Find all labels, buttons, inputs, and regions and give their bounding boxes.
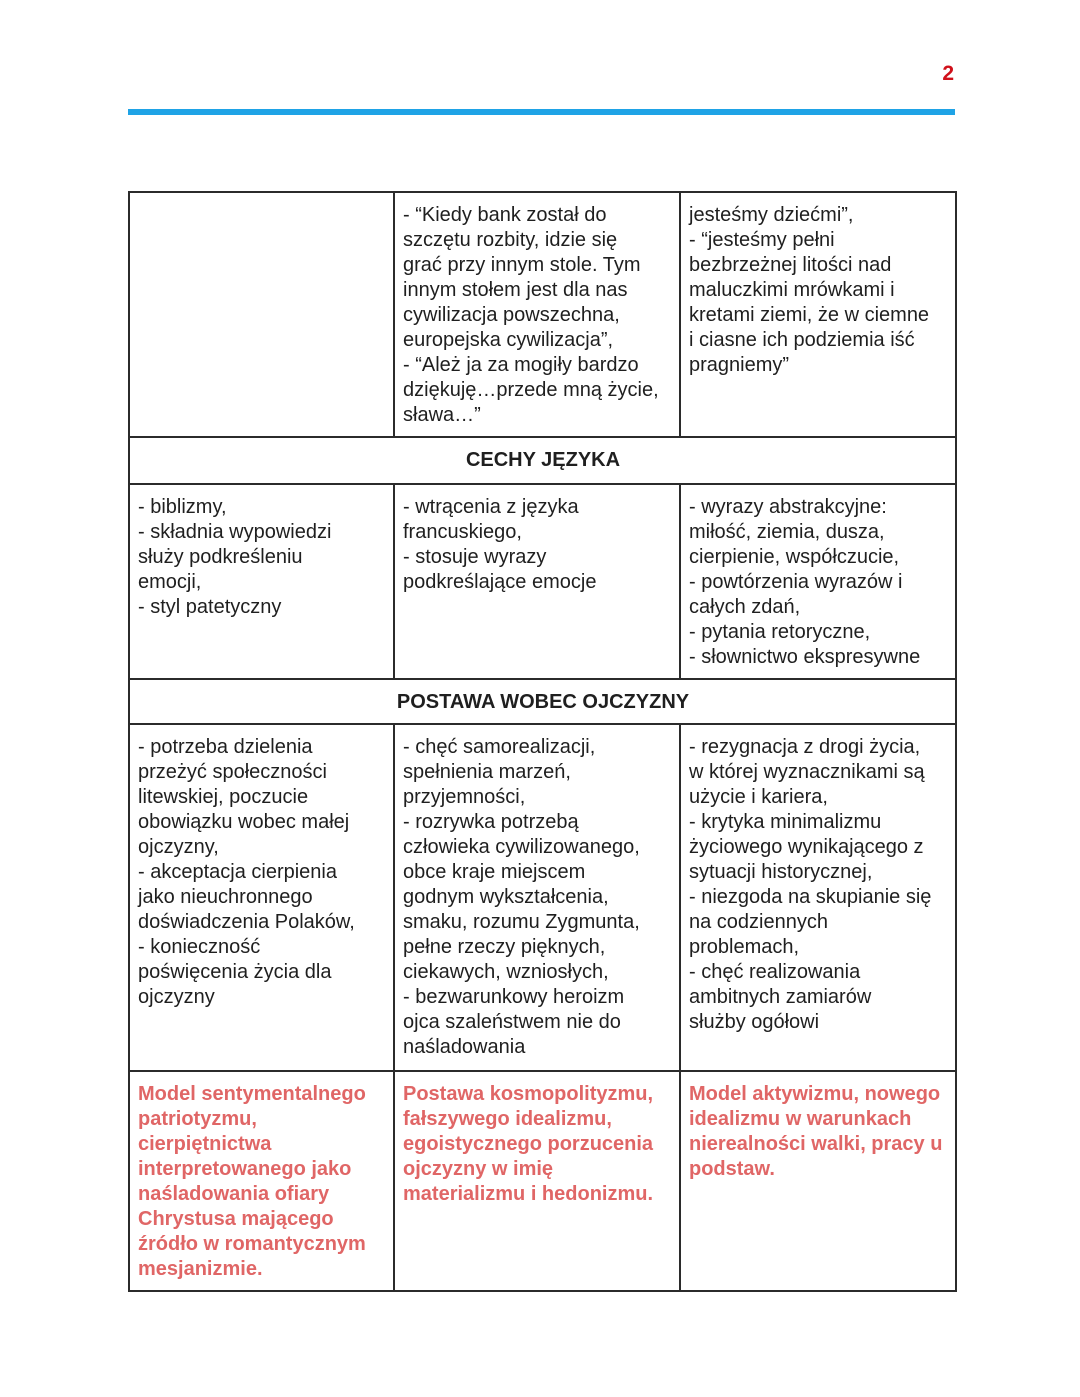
- cell-text-line: sytuacji historycznej,: [689, 861, 873, 883]
- cell-text-line: cywilizacja powszechna,: [403, 304, 620, 326]
- cell-text-line: - pytania retoryczne,: [689, 621, 871, 643]
- cell-text-line: szczętu rozbity, idzie się: [403, 229, 618, 251]
- cell-text-line: - styl patetyczny: [138, 596, 282, 618]
- cell-text-line: - powtórzenia wyrazów i: [689, 571, 903, 593]
- table-row-homeland: [129, 724, 956, 1071]
- section-header-homeland: POSTAWA WOBEC OJCZYZNY: [129, 679, 956, 724]
- cell-intro-col3: [680, 192, 956, 437]
- cell-text-line: i ciasne ich podziemia iść: [689, 329, 915, 351]
- section-header-row: [129, 437, 956, 484]
- cell-homeland-col1: [129, 724, 394, 1071]
- cell-intro-col2: [394, 192, 680, 437]
- cell-text-line: ambitnych zamiarów: [689, 986, 872, 1008]
- cell-text-line: emocji,: [138, 571, 202, 593]
- cell-text-line: egoistycznego porzucenia: [403, 1133, 654, 1155]
- cell-text-line: mesjanizmie.: [138, 1258, 263, 1280]
- section-header-row: [129, 679, 956, 724]
- cell-text-line: służy podkreśleniu: [138, 546, 303, 568]
- cell-text-line: - bezwarunkowy heroizm: [403, 986, 625, 1008]
- cell-text-line: kretami ziemi, że w ciemne: [689, 304, 930, 326]
- cell-text-line: - rezygnacja z drogi życia,: [689, 736, 921, 758]
- cell-text-line: ojczyzny w imię: [403, 1158, 554, 1180]
- cell-text-line: bezbrzeżnej litości nad: [689, 254, 892, 276]
- cell-text-line: interpretowanego jako: [138, 1158, 352, 1180]
- cell-text-line: cierpienie, współczucie,: [689, 546, 900, 568]
- cell-homeland-col3: [680, 724, 956, 1071]
- table-row-language: [129, 484, 956, 679]
- cell-conclusion-col2: [394, 1071, 680, 1291]
- cell-text-line: - składnia wypowiedzi: [138, 521, 332, 543]
- cell-text-line: Model sentymentalnego: [138, 1083, 366, 1105]
- page-number: 2: [942, 62, 954, 85]
- cell-text-line: pełne rzeczy pięknych,: [403, 936, 606, 958]
- cell-text-line: miłość, ziemia, dusza,: [689, 521, 885, 543]
- cell-text-line: podstaw.: [689, 1158, 775, 1180]
- cell-text-line: obowiązku wobec małej: [138, 811, 350, 833]
- cell-text-line: cierpiętnictwa: [138, 1133, 272, 1155]
- cell-text-line: całych zdań,: [689, 596, 801, 618]
- cell-text-line: francuskiego,: [403, 521, 522, 543]
- cell-text-line: - “jesteśmy pełni: [689, 229, 835, 251]
- cell-text-line: - “Ależ ja za mogiły bardzo: [403, 354, 639, 376]
- cell-text-line: źródło w romantycznym: [138, 1233, 366, 1255]
- cell-text-line: ojca szaleństwem nie do: [403, 1011, 621, 1033]
- cell-text-line: nierealności walki, pracy u: [689, 1133, 943, 1155]
- cell-text-line: - “Kiedy bank został do: [403, 204, 607, 226]
- cell-text-line: - biblizmy,: [138, 496, 227, 518]
- cell-text-line: użycie i kariera,: [689, 786, 828, 808]
- cell-text-line: sława…”: [403, 404, 481, 426]
- table-row-conclusion: [129, 1071, 956, 1291]
- section-header-language: CECHY JĘZYKA: [129, 437, 956, 484]
- cell-text-line: europejska cywilizacja”,: [403, 329, 614, 351]
- cell-language-col3: [680, 484, 956, 679]
- cell-text-line: - chęć samorealizacji,: [403, 736, 596, 758]
- cell-text-line: poświęcenia życia dla: [138, 961, 332, 983]
- header-bar: [128, 109, 955, 115]
- cell-text-line: w której wyznacznikami są: [689, 761, 925, 783]
- cell-text-line: - krytyka minimalizmu: [689, 811, 882, 833]
- cell-text-line: przyjemności,: [403, 786, 526, 808]
- cell-text-line: - potrzeba dzielenia: [138, 736, 313, 758]
- comparison-table: [128, 191, 957, 1292]
- cell-homeland-col2: [394, 724, 680, 1071]
- cell-text-line: podkreślające emocje: [403, 571, 597, 593]
- cell-text-line: - słownictwo ekspresywne: [689, 646, 921, 668]
- cell-text-line: - wyrazy abstrakcyjne:: [689, 496, 887, 518]
- cell-intro-col1: [129, 192, 394, 437]
- cell-text-line: obce kraje miejscem: [403, 861, 586, 883]
- table-row-intro: [129, 192, 956, 437]
- cell-language-col2: [394, 484, 680, 679]
- cell-text-line: życiowego wynikającego z: [689, 836, 924, 858]
- cell-text-line: smaku, rozumu Zygmunta,: [403, 911, 640, 933]
- cell-text-line: fałszywego idealizmu,: [403, 1108, 612, 1130]
- cell-text-line: Chrystusa mającego: [138, 1208, 334, 1230]
- cell-text-line: - rozrywka potrzebą: [403, 811, 579, 833]
- cell-conclusion-col3: [680, 1071, 956, 1291]
- cell-text-line: pragniemy”: [689, 354, 790, 376]
- cell-text-line: problemach,: [689, 936, 800, 958]
- cell-text-line: spełnienia marzeń,: [403, 761, 571, 783]
- cell-language-col1: [129, 484, 394, 679]
- cell-text-line: służby ogółowi: [689, 1011, 820, 1033]
- cell-text-line: Postawa kosmopolityzmu,: [403, 1083, 654, 1105]
- cell-text-line: przeżyć społeczności: [138, 761, 327, 783]
- cell-text-line: jako nieuchronnego: [138, 886, 313, 908]
- cell-text-line: naśladowania ofiary: [138, 1183, 330, 1205]
- cell-text-line: grać przy innym stole. Tym: [403, 254, 641, 276]
- cell-text-line: litewskiej, poczucie: [138, 786, 309, 808]
- cell-text-line: - wtrącenia z języka: [403, 496, 579, 518]
- cell-text-line: - konieczność: [138, 936, 261, 958]
- cell-text-line: godnym wykształcenia,: [403, 886, 609, 908]
- cell-text-line: - chęć realizowania: [689, 961, 861, 983]
- cell-text-line: naśladowania: [403, 1036, 526, 1058]
- cell-text-line: innym stołem jest dla nas: [403, 279, 628, 301]
- cell-text-line: ojczyzny: [138, 986, 215, 1008]
- cell-text-line: człowieka cywilizowanego,: [403, 836, 640, 858]
- cell-text-line: - akceptacja cierpienia: [138, 861, 337, 883]
- cell-text-line: doświadczenia Polaków,: [138, 911, 355, 933]
- cell-text-line: dziękuję…przede mną życie,: [403, 379, 659, 401]
- cell-text-line: maluczkimi mrówkami i: [689, 279, 895, 301]
- cell-text-line: ciekawych, wzniosłych,: [403, 961, 609, 983]
- cell-text-line: - niezgoda na skupianie się: [689, 886, 932, 908]
- cell-text-line: idealizmu w warunkach: [689, 1108, 912, 1130]
- cell-text-line: na codziennych: [689, 911, 828, 933]
- cell-conclusion-col1: [129, 1071, 394, 1291]
- cell-text-line: materializmu i hedonizmu.: [403, 1183, 654, 1205]
- cell-text-line: Model aktywizmu, nowego: [689, 1083, 941, 1105]
- cell-text-line: ojczyzny,: [138, 836, 219, 858]
- cell-text-line: jesteśmy dziećmi”,: [689, 204, 854, 226]
- cell-text-line: - stosuje wyrazy: [403, 546, 547, 568]
- cell-text-line: patriotyzmu,: [138, 1108, 257, 1130]
